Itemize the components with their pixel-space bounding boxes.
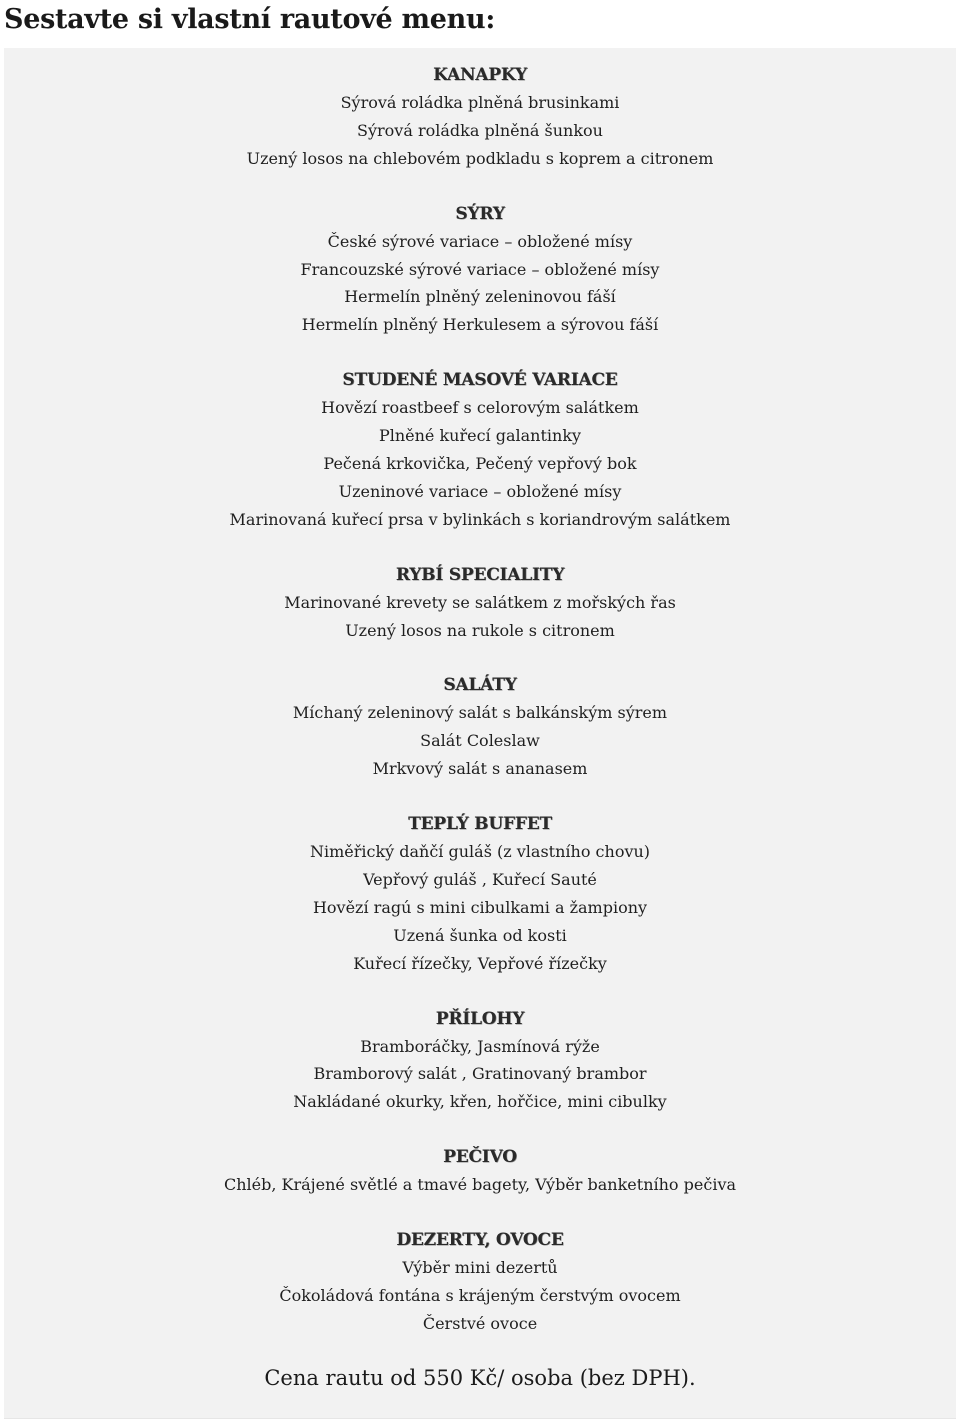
menu-item: Chléb, Krájené světlé a tmavé bagety, Výběr banketního pečiva (223, 1175, 737, 1195)
menu-item: Plněné kuřecí galantinky (378, 426, 582, 446)
menu-section (4, 671, 956, 783)
menu-item: Uzený losos na chlebovém podkladu s koprem a citronem (246, 148, 714, 168)
menu-item: Uzená šunka od kosti (393, 925, 567, 945)
menu-item: Sýrová roládka plněná brusinkami (340, 93, 620, 112)
menu-item: Výběr mini dezertů (402, 1258, 558, 1278)
menu-item: Hermelín plněný zeleninovou fáší (344, 287, 616, 307)
menu-item: Míchaný zeleninový salát s balkánským sýrem (292, 703, 668, 723)
menu-item: Uzeninové variace – obložené mísy (338, 481, 622, 501)
menu-item: Marinované krevety se salátkem z mořských řas (284, 592, 676, 612)
menu-section (4, 1005, 956, 1117)
menu-section (4, 366, 956, 533)
menu-item: České sýrové variace – obložené mísy (327, 231, 633, 251)
menu-section (4, 1226, 956, 1338)
menu-item: Francouzské sýrové variace – obložené mísy (300, 259, 660, 279)
section-title: PŘÍLOHY (435, 1008, 525, 1029)
section-title: RYBÍ SPECIALITY (395, 564, 565, 585)
section-title: SALÁTY (443, 675, 517, 696)
menu-item: Mrkvový salát s ananasem (372, 759, 588, 779)
menu-item: Uzený losos na rukole s citronem (345, 620, 615, 640)
menu-item: Hermelín plněný Herkulesem a sýrovou fáší (301, 315, 659, 335)
section-title: KANAPKY (433, 65, 527, 85)
menu-item: Čokoládová fontána s krájeným čerstvým ovocem (279, 1286, 681, 1306)
page-title: Sestavte si vlastní rautové menu: (4, 4, 496, 35)
menu-item: Kuřecí řízečky, Vepřové řízečky (353, 953, 607, 973)
menu-item: Hovězí roastbeef s celorovým salátkem (321, 398, 639, 418)
section-title: DEZERTY, OVOCE (396, 1230, 564, 1251)
menu-panel (4, 48, 956, 1419)
menu-item: Pečená krkovička, Pečený vepřový bok (323, 454, 637, 474)
section-title: TEPLÝ BUFFET (408, 814, 552, 835)
menu-item: Vepřový guláš , Kuřecí Sauté (363, 870, 597, 890)
menu-item: Salát Coleslaw (420, 731, 540, 751)
menu-section (4, 1143, 956, 1199)
menu-item: Bramborový salát , Gratinovaný brambor (313, 1064, 647, 1084)
menu-section (4, 61, 956, 173)
menu-section (4, 200, 956, 340)
section-title: SÝRY (455, 203, 505, 224)
menu-body (4, 61, 956, 1365)
price-line: Cena rautu od 550 Kč/ osoba (bez DPH). (264, 1366, 696, 1390)
menu-item: Niměřický daňčí guláš (z vlastního chovu) (309, 842, 651, 862)
section-title: PEČIVO (443, 1147, 517, 1168)
menu-section (4, 561, 956, 645)
menu-item: Sýrová roládka plněná šunkou (357, 120, 603, 140)
menu-section (4, 810, 956, 977)
menu-item: Nakládané okurky, křen, hořčice, mini cibulky (293, 1092, 667, 1112)
menu-item: Bramboráčky, Jasmínová rýže (360, 1036, 600, 1056)
menu-item: Hovězí ragú s mini cibulkami a žampiony (312, 897, 648, 917)
section-title: STUDENÉ MASOVÉ VARIACE (342, 370, 618, 391)
menu-item: Čerstvé ovoce (422, 1313, 538, 1333)
menu-item: Marinovaná kuřecí prsa v bylinkách s koriandrovým salátkem (229, 509, 731, 529)
